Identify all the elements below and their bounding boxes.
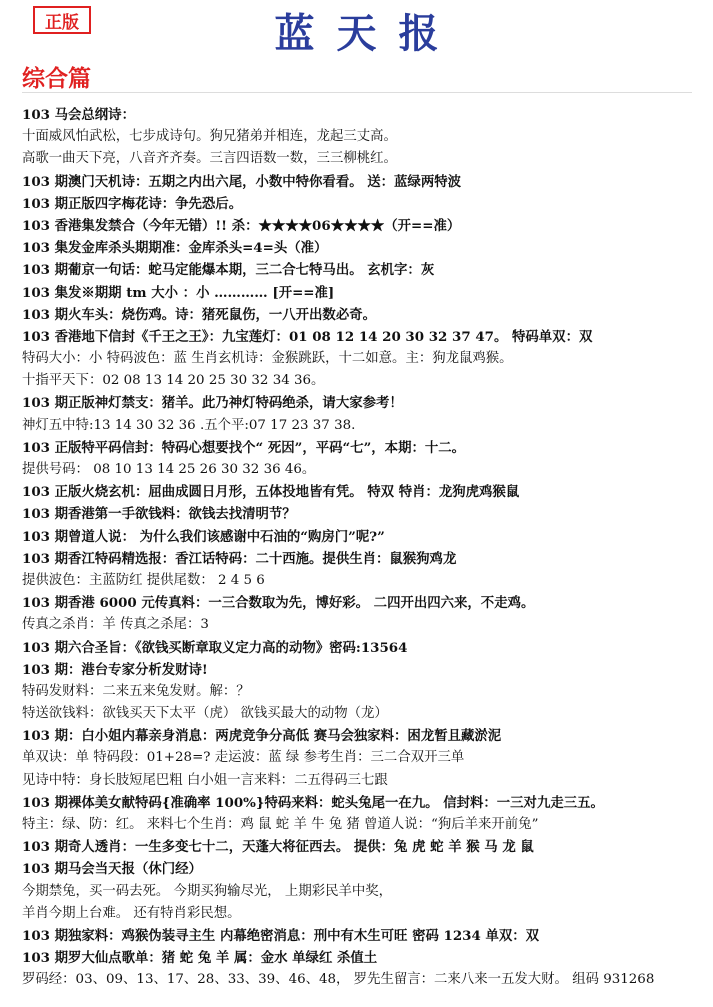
- article-line: 103 期：白小姐内幕亲身消息：两虎竞争分高低 赛马会独家料：困龙暂且藏淤泥: [22, 728, 502, 745]
- article-line: 今期禁兔，买一码去死。 今期买狗输尽光， 上期彩民羊中奖，: [22, 883, 393, 899]
- article-line: 高歌一曲天下亮，八音齐齐奏。三言四语数一数，三三柳桃红。: [22, 151, 397, 167]
- article-line: 103 集发金库杀头期期准：金库杀头=4=头（准）: [22, 240, 328, 257]
- article-line: 传真之杀肖：羊 传真之杀尾：3: [22, 617, 209, 633]
- article-line: 103 期葡京一句话：蛇马定能爆本期，三二合七特马出。 玄机字：灰: [22, 262, 435, 279]
- article-body: [22, 104, 702, 992]
- article-line: 103 香港地下信封《千王之王》：九宝莲灯：01 08 12 14 20 30 32 37 47。 特码单双：双: [22, 328, 593, 345]
- newspaper-title: 蓝天报: [274, 10, 461, 57]
- article-line: 103 期奇人透肖：一生多变七十二，天蓬大将征西去。 提供：兔 虎 蛇 羊 猴 马 龙 鼠: [22, 839, 534, 856]
- article-line: 特主：绿、防：红。 来料七个生肖：鸡 鼠 蛇 羊 牛 兔 猪 曾道人说：“狗后羊来开前兔”: [22, 817, 539, 832]
- article-line: 103 期曾道人说： 为什么我们该感谢中石油的“购房门”呢?”: [22, 528, 385, 545]
- article-line: 特码发财料：二来五来兔发财。解：？: [22, 683, 250, 699]
- article-line: 103 期澳门天机诗：五期之内出六尾，小数中特你看看。 送：蓝绿两特波: [22, 173, 461, 190]
- article-line: 103 期香港 6000 元传真料：一三合数取为先，博好彩。 二四开出四六来，不走鸡。: [22, 595, 535, 612]
- article-line: 103 期正版神灯禁支：猪羊。此乃神灯特码绝杀，请大家参考！: [22, 395, 403, 412]
- article-line: 103 香港集发禁合（今年无错）!! 杀：★★★★06★★★★（开==准）: [22, 217, 461, 234]
- article-line: 神灯五中特:13 14 30 32 36 .五个平:07 17 23 37 38.: [22, 417, 356, 433]
- article-line: 羊肖今期上台难。 还有特肖彩民想。: [22, 905, 241, 921]
- article-line: 103 正版火烧玄机：屈曲成圆日月形，五体投地皆有凭。 特双 特肖：龙狗虎鸡猴鼠: [22, 484, 520, 501]
- article-line: 103 期香港第一手欲钱料：欲钱去找清明节？: [22, 506, 296, 523]
- article-line: 103 期香江特码精选报：香江话特码：二十西施。提供生肖：鼠猴狗鸡龙: [22, 550, 457, 567]
- article-line: 103 期六合圣旨：《欲钱买断章取义定力高的动物》密码:13564: [22, 639, 408, 656]
- article-line: 103 集发※期期 tm 大小 ：小 ………… [开==准]: [22, 284, 335, 301]
- article-line: 罗码经：03、09、13、17、28、33、39、46、48， 罗先生留言：二来八来一五发大财。 组码 931268: [22, 972, 655, 988]
- article-line: 提供波色：主蓝防红 提供尾数： 2 4 5 6: [22, 572, 265, 588]
- article-line: 103 期：港台专家分析发财诗!: [22, 661, 208, 678]
- article-line: 提供号码： 08 10 13 14 25 26 30 32 36 46。: [22, 462, 316, 477]
- article-line: 103 正版特平码信封：特码心想要找个“ 死因”，平码“七”，本期：十二。: [22, 439, 466, 456]
- article-line: 十指平天下：02 08 13 14 20 25 30 32 34 36。: [22, 373, 325, 389]
- article-line: 103 期裸体美女献特码{准确率 100%}特码来料：蛇头兔尾一在九。 信封料：一三对九走三五。: [22, 794, 604, 811]
- article-line: 103 期罗大仙点歌单：猪 蛇 兔 羊 属：金水 单绿红 杀值土: [22, 950, 378, 967]
- article-line: 103 期火车头：烧伤鸡。诗：猪死鼠伤，一八开出数必奇。: [22, 306, 376, 323]
- article-line: 103 期正版四字梅花诗：争先恐后。: [22, 195, 243, 212]
- article-line: 特码大小：小 特码波色：蓝 生肖玄机诗：金猴跳跃，十二如意。主：狗龙鼠鸡猴。: [22, 351, 513, 367]
- article-line: 单双诀：单 特码段：01+28=? 走运波：蓝 绿 参考生肖：三二合双开三单: [22, 750, 465, 766]
- article-line: 103 期马会当天报（休门经）: [22, 861, 202, 878]
- section-divider: [22, 92, 692, 93]
- edition-badge: 正版: [33, 6, 91, 34]
- article-line: 103 马会总纲诗：: [22, 107, 135, 123]
- article-line: 特送欲钱料：欲钱买天下太平（虎） 欲钱买最大的动物（龙）: [22, 706, 388, 722]
- section-heading: 综合篇: [22, 66, 91, 92]
- article-line: 十面威风怕武松，七步成诗句。狗兄猪弟并相连，龙起三丈高。: [22, 129, 397, 145]
- article-line: 103 期独家料：鸡猴伪装寻主生 内幕绝密消息：刑中有木生可旺 密码 1234 单双：双: [22, 927, 540, 944]
- article-line: 见诗中特：身长肢短尾巴粗 白小姐一言来料：二五得码三七跟: [22, 772, 388, 788]
